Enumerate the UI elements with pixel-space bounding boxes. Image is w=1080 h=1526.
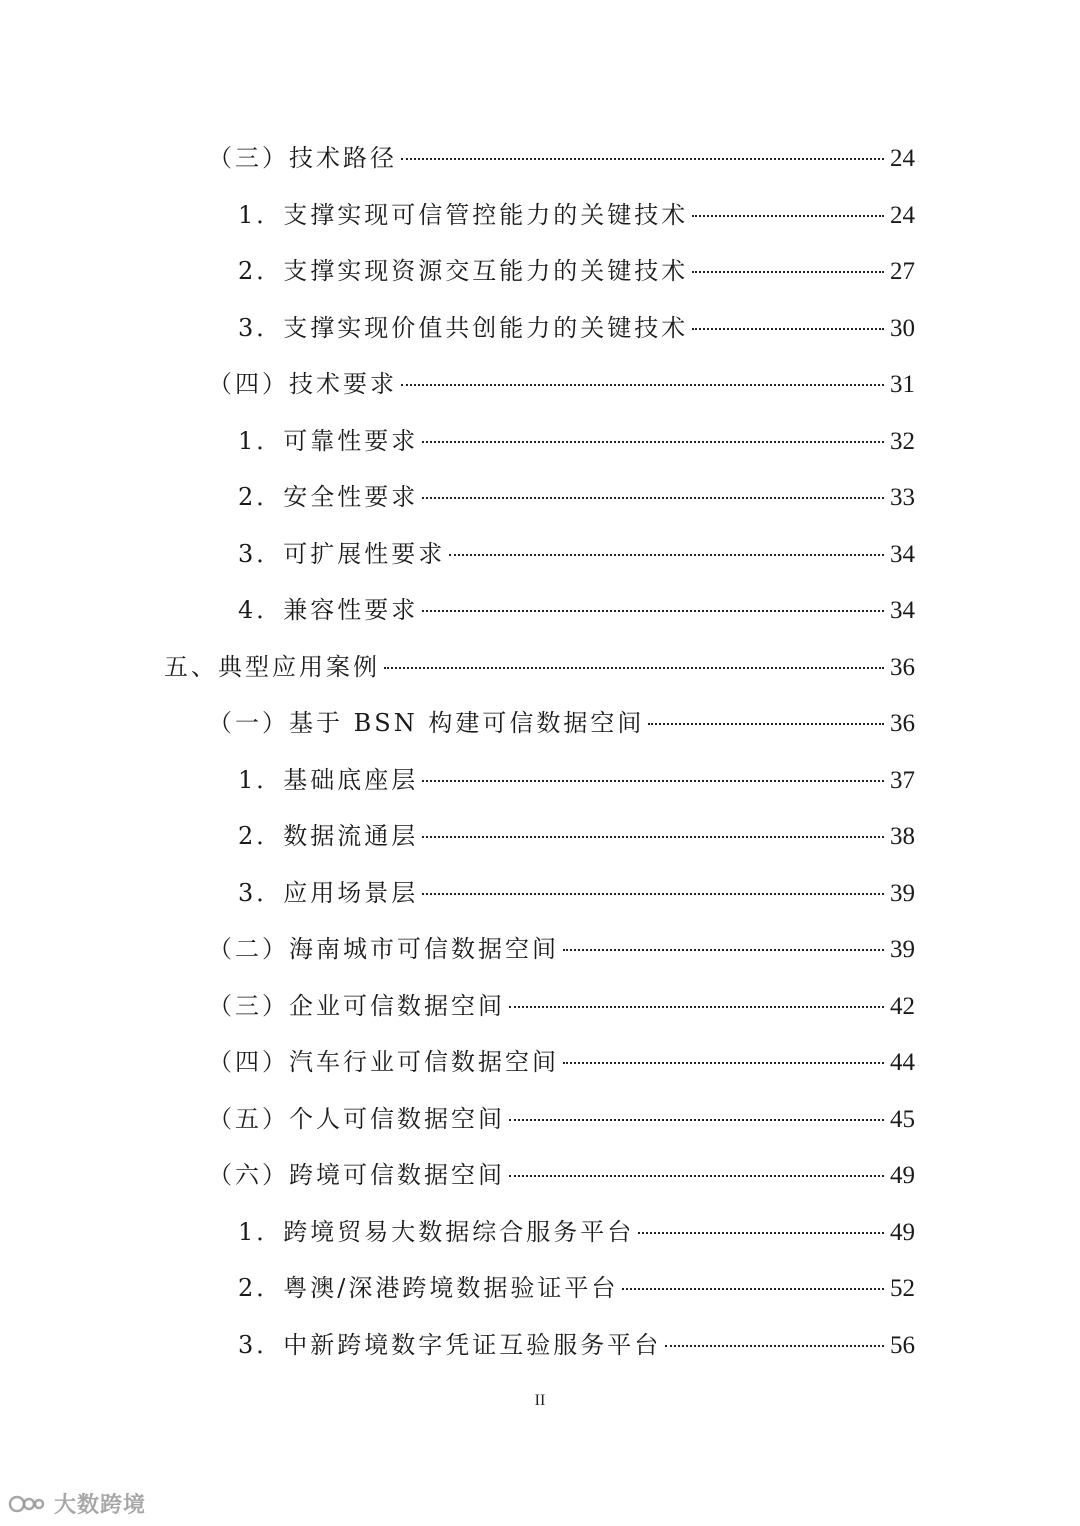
toc-dot-leader [692,215,884,217]
toc-entry-label: （四）技术要求 [208,370,397,398]
toc-page-number: 38 [890,823,915,850]
toc-entry-label: 1．基础底座层 [238,765,419,794]
toc-entry-label: 3．可扩展性要求 [238,539,446,568]
toc-dot-leader [563,1062,884,1064]
toc-entry[interactable] [238,308,915,348]
toc-entry-label: 2．安全性要求 [238,483,419,511]
toc-entry[interactable] [208,1099,915,1139]
toc-dot-leader [384,667,884,669]
toc-dot-leader [648,723,884,725]
toc-page-number: 56 [890,1331,915,1359]
toc-entry[interactable] [238,1212,915,1252]
toc-entry-label: （一）基于 BSN 构建可信数据空间 [208,709,645,737]
toc-entry-label: 2．支撑实现资源交互能力的关键技术 [238,257,689,285]
toc-page-number: 42 [890,992,915,1020]
toc-entry[interactable] [208,986,915,1026]
toc-page-number: 49 [890,1162,915,1189]
toc-entry[interactable] [238,1268,915,1308]
toc-dot-leader [401,384,884,386]
toc-entry-label: （五）个人可信数据空间 [208,1104,505,1133]
toc-dot-leader [422,497,884,499]
toc-page-number: 36 [890,653,915,681]
toc-entry[interactable] [238,1325,915,1365]
toc-dot-leader [422,893,884,895]
toc-dot-leader [401,158,884,160]
toc-entry-label: 1．可靠性要求 [238,426,419,455]
toc-dot-leader [509,1175,884,1177]
watermark-logo-icon [8,1492,48,1516]
toc-page-number: 44 [890,1049,915,1076]
toc-dot-leader [692,271,884,273]
toc-page-number: 24 [890,201,915,229]
toc-dot-leader [692,328,884,330]
toc-entry[interactable] [238,590,915,630]
watermark-text: 大数跨境 [54,1493,147,1518]
toc-entry-label: （三）企业可信数据空间 [208,991,505,1020]
toc-entry-label: 4．兼容性要求 [238,596,419,624]
toc-page-number: 34 [890,597,915,624]
toc-page-number: 24 [890,145,915,172]
toc-dot-leader [563,949,884,951]
toc-entry-label: 3．支撑实现价值共创能力的关键技术 [238,313,689,342]
toc-entry[interactable] [164,647,915,687]
toc-page-number: 33 [890,484,915,511]
toc-entry[interactable] [238,816,915,856]
toc-entry[interactable] [238,421,915,461]
toc-dot-leader [509,1006,884,1008]
toc-dot-leader [509,1119,884,1121]
toc-page-number: 49 [890,1218,915,1246]
toc-page-number: 27 [890,258,915,285]
toc-entry-label: （三）技术路径 [208,144,397,172]
watermark [8,1488,146,1519]
toc-dot-leader [665,1345,884,1347]
toc-page-number: 32 [890,427,915,455]
toc-dot-leader [422,441,884,443]
toc-entry-label: 1．跨境贸易大数据综合服务平台 [238,1217,635,1246]
toc-entry[interactable] [238,873,915,913]
toc-dot-leader [422,836,884,838]
toc-page-number: 31 [890,371,915,398]
toc-entry-label: 1．支撑实现可信管控能力的关键技术 [238,200,689,229]
toc-page-number: 34 [890,540,915,568]
toc-entry[interactable] [208,138,915,178]
toc-entry[interactable] [208,929,915,969]
toc-dot-leader [449,554,884,556]
toc-entry[interactable] [238,534,915,574]
toc-entry-label: 3．中新跨境数字凭证互验服务平台 [238,1330,662,1359]
toc-dot-leader [422,610,884,612]
toc-dot-leader [622,1288,884,1290]
toc-page-number: 37 [890,766,915,794]
toc-entry-label: 2．数据流通层 [238,822,419,850]
toc-entry-label: 2．粤澳/深港跨境数据验证平台 [238,1274,619,1302]
toc-entry-label: （二）海南城市可信数据空间 [208,935,559,963]
toc-entry[interactable] [238,477,915,517]
toc-entry[interactable] [208,1042,915,1082]
toc-page-number: 39 [890,879,915,907]
toc-entry-label: 五、典型应用案例 [164,652,380,681]
toc-entry[interactable] [238,760,915,800]
toc-entry-label: 3．应用场景层 [238,878,419,907]
toc-entry[interactable] [238,195,915,235]
toc-page-number: 45 [890,1105,915,1133]
toc-entry-label: （六）跨境可信数据空间 [208,1161,505,1189]
toc-entry[interactable] [208,364,915,404]
page-number: II [534,1392,546,1409]
toc-page-number: 52 [890,1275,915,1302]
toc-dot-leader [638,1232,884,1234]
toc-page-number: 30 [890,314,915,342]
toc-page-number: 39 [890,936,915,963]
toc-page-number: 36 [890,710,915,737]
toc-entry[interactable] [208,1155,915,1195]
toc-entry[interactable] [238,251,915,291]
toc-entry-label: （四）汽车行业可信数据空间 [208,1048,559,1076]
toc-entry[interactable] [208,703,915,743]
toc-dot-leader [422,780,884,782]
